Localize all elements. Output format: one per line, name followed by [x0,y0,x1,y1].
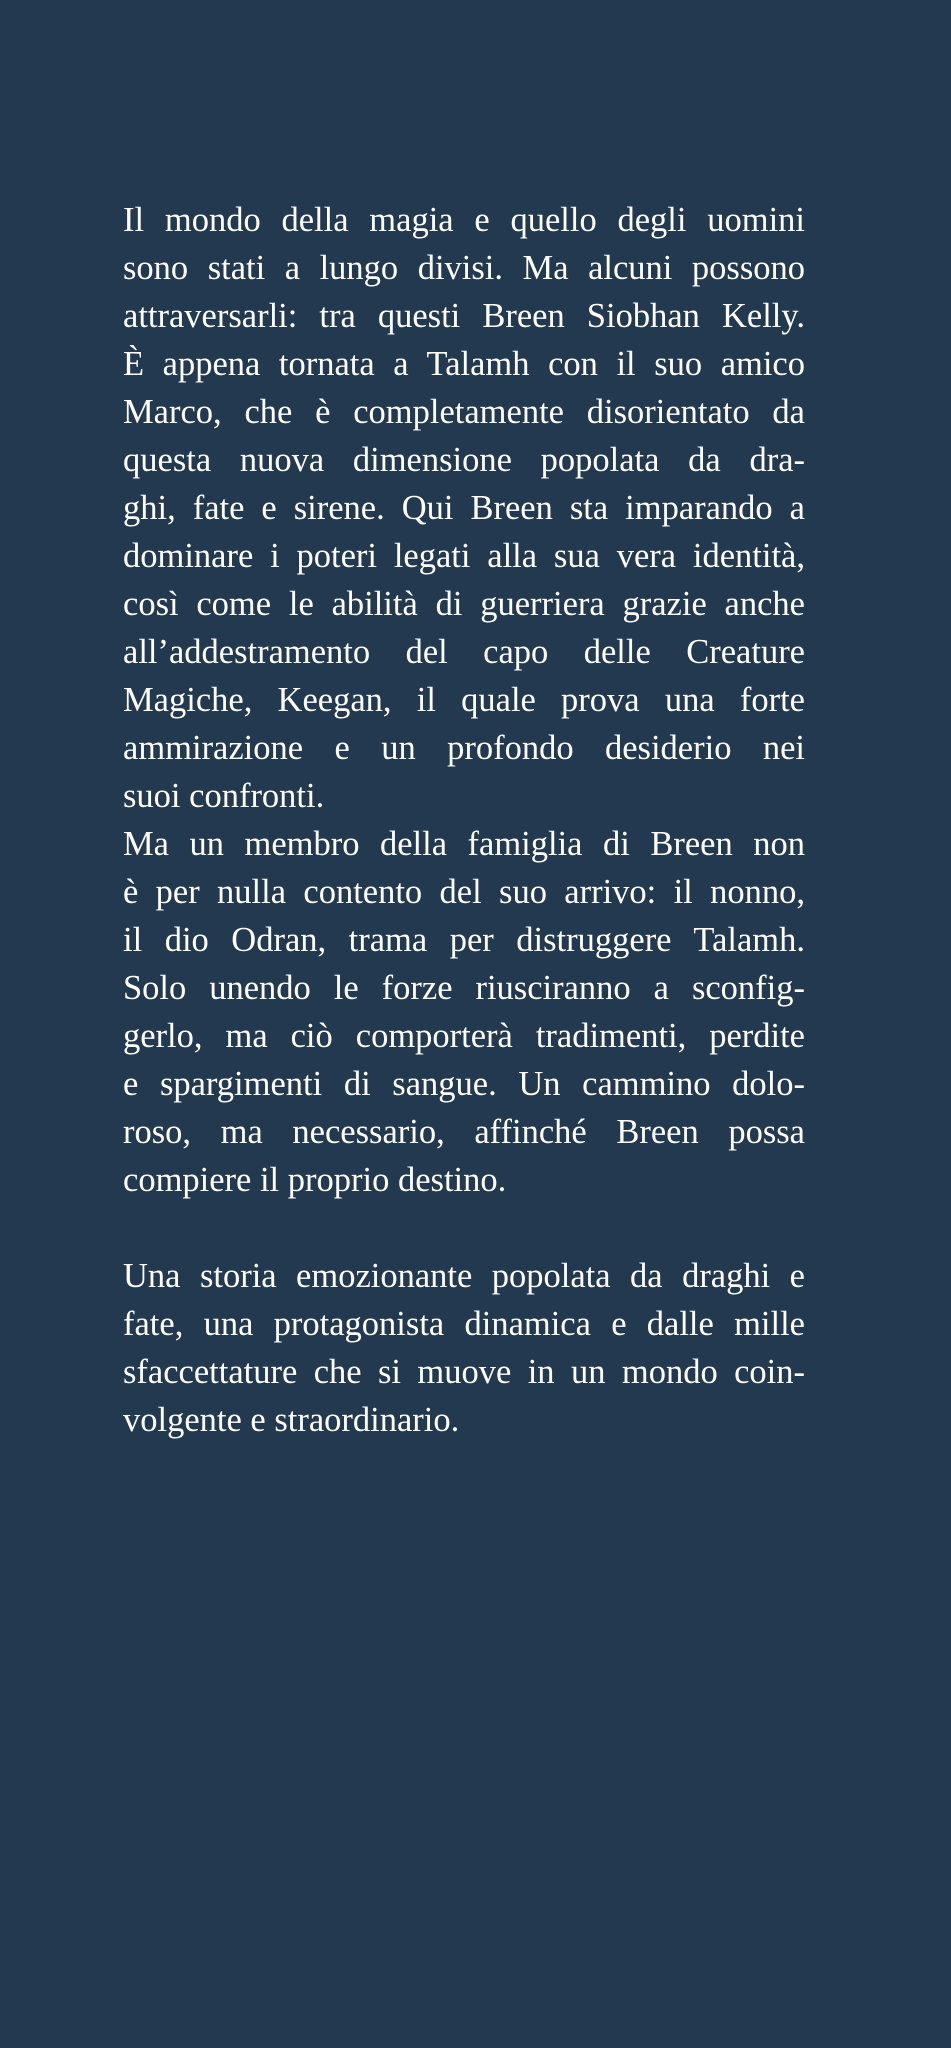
text-line: così come le abilità di guerriera grazie anche [123,585,805,623]
text-line: Il mondo della magia e quello degli uomini [123,201,805,239]
text-line: compiere il proprio destino. [123,1161,507,1199]
text-line: roso, ma necessario, affinché Breen possa [123,1113,805,1151]
text-line: volgente e straordinario. [123,1401,460,1439]
text-line: sfaccettature che si muove in un mondo coin- [123,1353,805,1391]
blurb-paragraph-3 [123,1252,805,1444]
text-line: all’addestramento del capo delle Creature [123,633,805,671]
text-line: gerlo, ma ciò comporterà tradimenti, perdite [123,1017,805,1055]
text-line: Solo unendo le forze riusciranno a sconfig- [123,969,805,1007]
text-line: Magiche, Keegan, il quale prova una forte [123,681,805,719]
text-line: ghi, fate e sirene. Qui Breen sta imparando a [123,489,805,527]
text-line: fate, una protagonista dinamica e dalle mille [123,1305,805,1343]
text-line: attraversarli: tra questi Breen Siobhan Kelly. [123,297,805,335]
text-line: suoi confronti. [123,777,325,815]
blurb-text [123,196,805,1444]
text-line: sono stati a lungo divisi. Ma alcuni possono [123,249,805,287]
text-line: dominare i poteri legati alla sua vera identità, [123,537,805,575]
text-line: e spargimenti di sangue. Un cammino dolo- [123,1065,805,1103]
text-line: è per nulla contento del suo arrivo: il nonno, [123,873,805,911]
text-line: Ma un membro della famiglia di Breen non [123,825,805,863]
paragraph-spacer [123,1204,805,1252]
blurb-paragraph-2 [123,820,805,1204]
text-line: Una storia emozionante popolata da draghi e [123,1257,805,1295]
text-line: È appena tornata a Talamh con il suo amico [123,345,805,383]
text-line: il dio Odran, trama per distruggere Talamh. [123,921,805,959]
text-line: questa nuova dimensione popolata da dra- [123,441,805,479]
text-line: Marco, che è completamente disorientato da [123,393,805,431]
blurb-paragraph-1 [123,196,805,820]
text-line: ammirazione e un profondo desiderio nei [123,729,805,767]
